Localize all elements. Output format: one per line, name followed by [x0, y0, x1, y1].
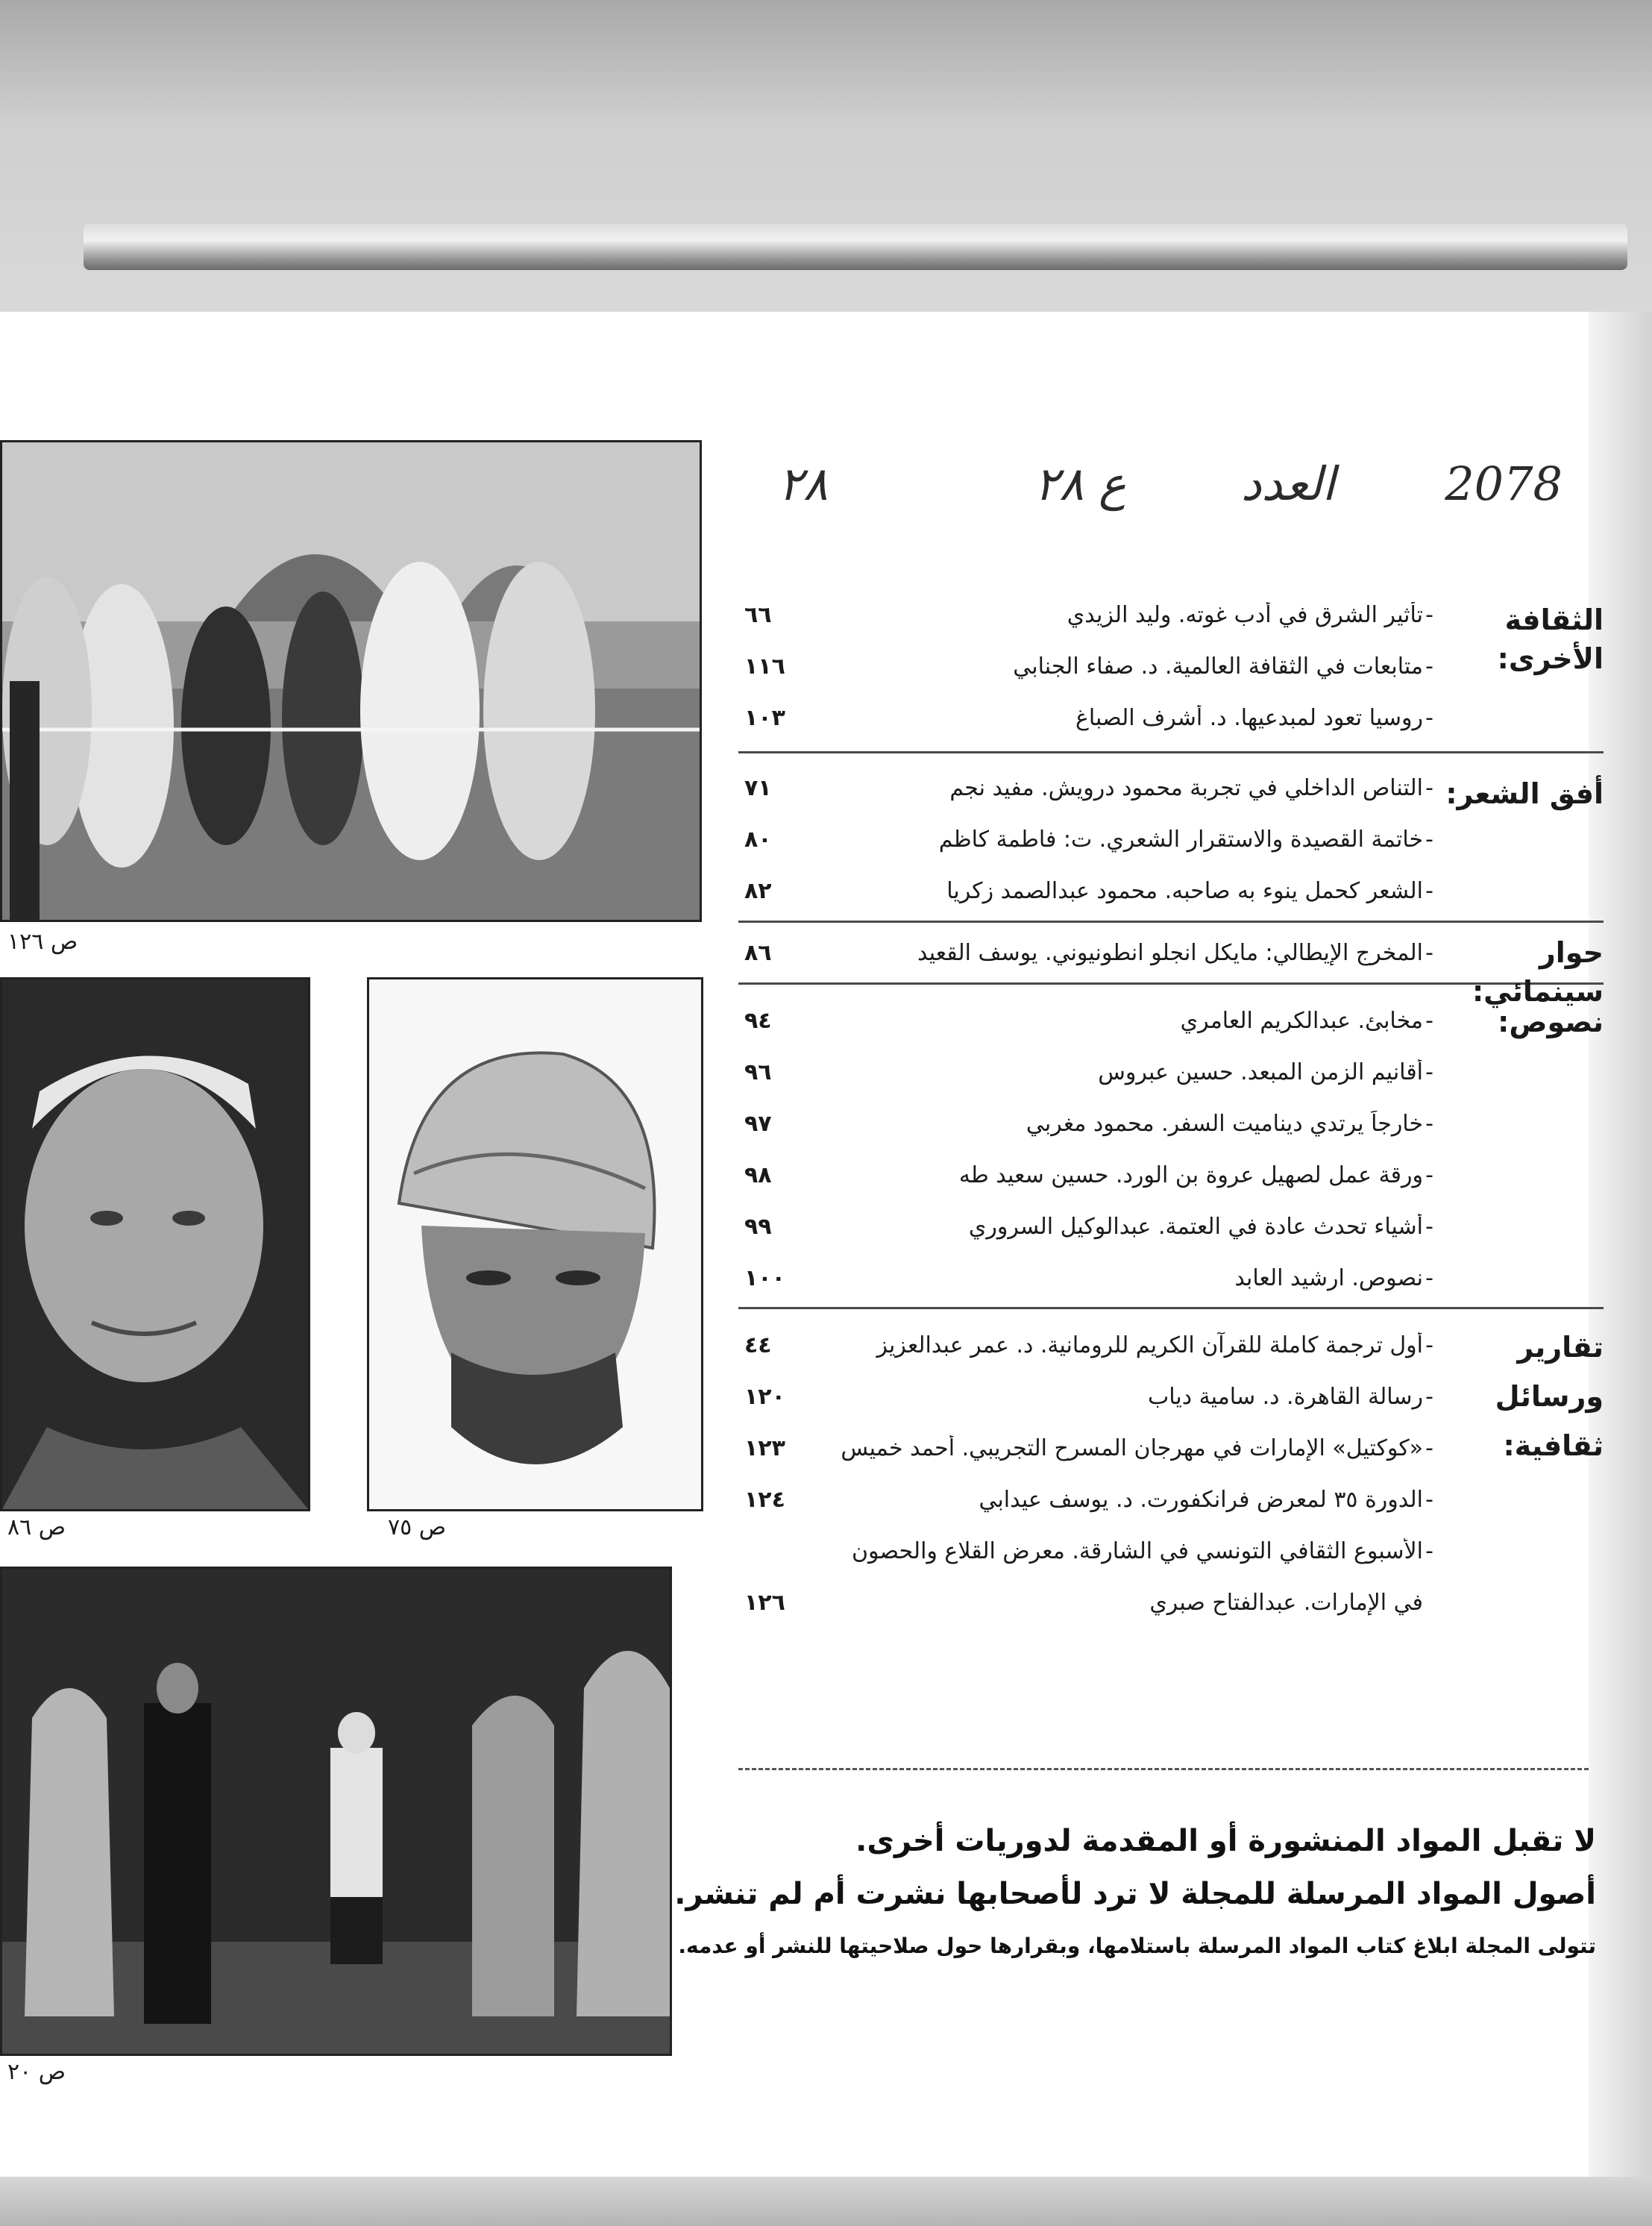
toc-entry[interactable]: - الدورة ٣٥ لمعرض فرانكفورت. د. يوسف عيدابي ١٢٤ [738, 1474, 1433, 1526]
entry-list [738, 762, 1433, 917]
entry-title: نصوص. ارشيد العابد [1234, 1265, 1423, 1291]
entry-title: متابعات في الثقافة العالمية. د. صفاء الجنابي [1013, 653, 1423, 680]
notice-line-3: تتولى المجلة ابلاغ كتاب المواد المرسلة باستلامها، وبقرارها حول صلاحيتها للنشر أو عدمه. [678, 1934, 1596, 1958]
toc-entry[interactable]: - مخابئ. عبدالكريم العامري ٩٤ [738, 995, 1433, 1047]
section-title: نصوص: [1498, 1006, 1604, 1038]
toc-entry[interactable]: - خارجاً يرتدي ديناميت السفر. محمود مغربي ٩٧ [738, 1098, 1433, 1150]
turbaned-figure-drawing [367, 977, 703, 1511]
drawing-caption: ص ٧٥ [388, 1514, 447, 1540]
page-number: ١١٦ [744, 653, 785, 680]
section-title: الثقافة الأخرى: [1497, 603, 1604, 675]
section-other-culture [738, 589, 1604, 753]
dashed-divider [738, 1768, 1589, 1770]
page-number: ٧١ [744, 775, 772, 801]
entry-title: مخابئ. عبدالكريم العامري [1180, 1008, 1423, 1034]
page-number: ٤٤ [744, 1332, 772, 1358]
entry-title: في الإمارات. عبدالفتاح صبري [1149, 1590, 1423, 1616]
ribbon-cutting-photo [0, 440, 702, 922]
page-number: ١٢٠ [744, 1384, 785, 1410]
elderly-man-portrait [0, 977, 310, 1511]
handwritten-year: ٢٨ [778, 457, 828, 511]
page-number: ٨٦ [744, 940, 772, 966]
entry-title: المخرج الإيطالي: مايكل انجلو انطونيوني. يوسف القعيد [917, 940, 1423, 966]
section-title: حوار سينمائي: [1472, 936, 1604, 1008]
entry-title: خاتمة القصيدة والاستقرار الشعري. ت: فاطمة كاظم [938, 827, 1423, 853]
toc-entry[interactable] [738, 1577, 1433, 1628]
page-number: ٨٢ [744, 878, 772, 904]
page-number: ٨٠ [744, 827, 772, 853]
entry-title: أشياء تحدث عادة في العتمة. عبدالوكيل السروري [968, 1214, 1423, 1240]
entry-list [738, 995, 1433, 1304]
entry-title: خارجاً يرتدي ديناميت السفر. محمود مغربي [1026, 1111, 1423, 1137]
section-poetry [738, 753, 1604, 923]
entry-title: تأثير الشرق في أدب غوته. وليد الزيدي [1067, 602, 1423, 628]
entry-list [738, 1320, 1433, 1628]
entry-title: الشعر كحمل ينوء به صاحبه. محمود عبدالصمد زكريا [946, 878, 1423, 904]
page-number: ٩٤ [744, 1008, 772, 1034]
toc-entry[interactable]: - متابعات في الثقافة العالمية. د. صفاء الجنابي ١١٦ [738, 641, 1433, 692]
stage-performance-photo [0, 1567, 672, 2056]
portrait-caption: ص ٨٦ [7, 1514, 66, 1540]
toc-entry[interactable]: - المخرج الإيطالي: مايكل انجلو انطونيوني. يوسف القعيد ٨٦ [738, 927, 1433, 979]
entry-title: أول ترجمة كاملة للقرآن الكريم للرومانية. د. عمر عبدالعزيز [876, 1332, 1423, 1358]
entry-title: أقانيم الزمن المبعد. حسين عبروس [1098, 1059, 1423, 1085]
entry-title: التناص الداخلي في تجربة محمود درويش. مفيد نجم [949, 775, 1423, 801]
page-number: ٩٨ [744, 1162, 772, 1188]
bottom-gray-band [0, 2177, 1652, 2226]
entry-title: ورقة عمل لصهيل عروة بن الورد. حسين سعيد طه [958, 1162, 1423, 1188]
handwritten-issue-number: ع ٢٨ [1034, 457, 1126, 511]
toc-entry[interactable]: - تأثير الشرق في أدب غوته. وليد الزيدي ٦٦ [738, 589, 1433, 641]
section-texts [738, 985, 1604, 1309]
entry-list [738, 927, 1433, 979]
section-title: أفق الشعر: [1445, 777, 1604, 810]
page-number: ٦٦ [744, 602, 772, 628]
toc-entry[interactable]: - روسيا تعود لمبدعيها. د. أشرف الصباغ ١٠٣ [738, 692, 1433, 744]
handwritten-issue-label: العدد [1240, 457, 1335, 511]
page-number: ١٢٤ [744, 1487, 785, 1513]
toc-entry[interactable]: - خاتمة القصيدة والاستقرار الشعري. ت: فاطمة كاظم ٨٠ [738, 814, 1433, 865]
section-reports-letters [738, 1309, 1604, 1637]
section-cinema-interview [738, 923, 1604, 1008]
page-number: ٩٧ [744, 1111, 772, 1137]
page-number: ١٠٣ [744, 705, 785, 731]
stage-photo-caption: ص ٢٠ [7, 2059, 66, 2085]
table-of-contents [738, 589, 1604, 1637]
toc-entry[interactable]: - «كوكتيل» الإمارات في مهرجان المسرح التجريبي. أحمد خميس ١٢٣ [738, 1423, 1433, 1474]
notice-line-1: لا تقبل المواد المنشورة أو المقدمة لدوريات أخرى. [855, 1824, 1596, 1858]
ribbon-photo-caption: ص ١٢٦ [7, 929, 78, 955]
toc-entry[interactable]: - ورقة عمل لصهيل عروة بن الورد. حسين سعيد طه ٩٨ [738, 1150, 1433, 1201]
section-title: تقارير ورسائل ثقافية: [1495, 1331, 1604, 1462]
entry-title: روسيا تعود لمبدعيها. د. أشرف الصباغ [1075, 705, 1423, 731]
toc-entry[interactable]: - التناص الداخلي في تجربة محمود درويش. مفيد نجم ٧١ [738, 762, 1433, 814]
toc-entry[interactable]: - رسالة القاهرة. د. سامية دياب ١٢٠ [738, 1371, 1433, 1423]
notice-line-2: أصول المواد المرسلة للمجلة لا ترد لأصحابها نشرت أم لم تنشر. [674, 1877, 1596, 1911]
toc-entry[interactable]: - أشياء تحدث عادة في العتمة. عبدالوكيل السروري ٩٩ [738, 1201, 1433, 1252]
toc-entry[interactable]: - أول ترجمة كاملة للقرآن الكريم للرومانية. د. عمر عبدالعزيز ٤٤ [738, 1320, 1433, 1371]
page-number: ٩٩ [744, 1214, 772, 1240]
entry-title: «كوكتيل» الإمارات في مهرجان المسرح التجريبي. أحمد خميس [841, 1435, 1423, 1461]
entry-title: رسالة القاهرة. د. سامية دياب [1147, 1384, 1423, 1410]
entry-title: الأسبوع الثقافي التونسي في الشارقة. معرض القلاع والحصون [852, 1538, 1423, 1564]
toc-entry[interactable]: - الشعر كحمل ينوء به صاحبه. محمود عبدالصمد زكريا ٨٢ [738, 865, 1433, 917]
page-number: ١٢٣ [744, 1435, 785, 1461]
handwritten-number: 2078 [1445, 457, 1563, 511]
entry-title: الدورة ٣٥ لمعرض فرانكفورت. د. يوسف عيدابي [979, 1487, 1423, 1513]
toc-entry[interactable]: - أقانيم الزمن المبعد. حسين عبروس ٩٦ [738, 1047, 1433, 1098]
top-metallic-bar [84, 224, 1627, 270]
toc-entry[interactable]: - نصوص. ارشيد العابد ١٠٠ [738, 1252, 1433, 1304]
toc-entry[interactable]: - الأسبوع الثقافي التونسي في الشارقة. معرض القلاع والحصون [738, 1526, 1433, 1577]
page-number: ٩٦ [744, 1059, 772, 1085]
page-number: ١٠٠ [744, 1265, 785, 1291]
page-number: ١٢٦ [744, 1590, 785, 1616]
entry-list [738, 589, 1433, 744]
